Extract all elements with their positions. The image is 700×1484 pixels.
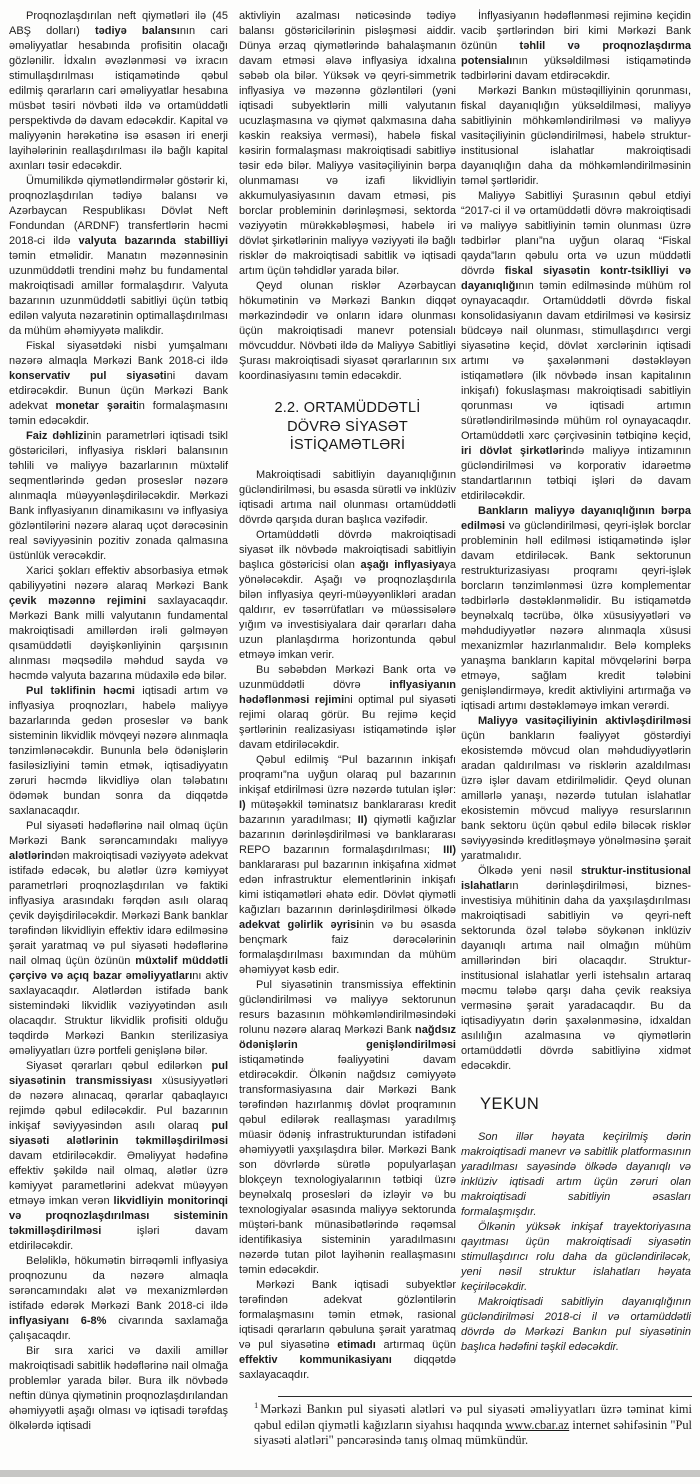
text-run: Xarici şokları effektiv absorbasiya etmək qabiliyyətini nəzərə alaraq Mərkəzi Bank [9,565,228,592]
text-run: aktivliyin azalması nəticəsində tədiyə balansı göstəricilərinin pisləşməsi aiddir. Dünya ərzaq qiymətlərində bahalaşmanın davam etməsi əlavə inflyasiya idxalına səbəb ola bilər. Yüksək və qeyri-simmetrik inflyasiya və məzənnə gözləntiləri (yəni iqtisadi subyektlərin milli valyutanın ucuzlaşmasına və qiymət qalxmasına daha kəskin reaksiya verməsi), habelə fiskal kəsirin formalaşması makroiqtisadi sabitliyə təsir edə bilər. Maliyyə vasitəçiliyinin bərpa olunmaması və izafi likvidliyin akkumulyasiyasının davam etməsi, pis borclar probleminin dərinləşməsi, sektorda vəziyyətin mürəkkəbləşməsi, habelə iri dövlət şirkətlərinin maliyyə vəziyyəti ilə bağlı risklər də makroiqtisadi sabitlik və iqtisadi artım üçün təhdidlər yarada bilər. [239,10,456,277]
text-run: qiymətli kağızlar bazarının dərinləşdirilməsi və banklararası REPO bazarının formalaşdırılması; [239,813,456,856]
paragraph [461,714,691,864]
paragraph [239,9,456,279]
text-run: nın cari əməliyyatlar hesabında profisitin olacağı gözlənilir. İdxalın əvəzlənməsi və ixracın stimullaşdırılması istiqamətində qəbul edilmiş qərarların cari əməliyyatlar hesabına müsbət təsiri növbəti ildə və ortamüddətli perspektivdə də davam edəcəkdir. Kapital və maliyyənin hərəkətinə isə əsasən iri enerji layihələrinin reallaşdırılması ilə bağlı kapital axınları təsir edəcəkdir. [9,25,228,172]
text-run: Ümumilikdə qiymətləndirmələr göstərir ki, proqnozlaşdırılan tədiyə balansı və Azərbaycan Respublikası Dövlət Neft Fondundan (ARDNF) transfertlərin həcmi 2018-ci ildə [9,175,228,247]
paragraph [461,864,691,1074]
paragraph [9,9,228,174]
text-run: Ölkənin yüksək inkişaf trayektoriyasına qayıtması üçün makroiqtisadi siyasətin stimullaşdırıcı rolu daha da gücləndiriləcək, yeni nəsil struktur islahatları həyata keçiriləcəkdir. [461,1221,691,1293]
text-run: çevik məzənnə rejimini [9,595,147,607]
text-run: Fiskal siyasətdəki nisbi yumşalmanı nəzərə almaqla Mərkəzi Bank 2018-ci ildə [9,340,228,367]
text-run: nin parametrləri iqtisadi tsikl göstəriciləri, inflyasiya riskləri balansının təhlili və maliyyə bazarlarının müxtəlif seqmentlərində gedən proseslər nəzərə alınmaqla müəyyənləşdiriləcəkdir. Mərkəzi Bank inflyasiyanın dinamikasını və inflyasiya gözləntilərini nəzərə alaraq uçot dərəcəsinin real səviyyəsinin pozitiv zonada qalmasına üstünlük verəcəkdir. [9,430,228,562]
footnote-separator [278,1396,692,1397]
text-run: internet səhifəsinin "Pul siyasəti alətləri" pəncərəsində tanış olmaq mümkündür. [254,1417,692,1448]
text-run: aşağı inflyasiya [360,558,445,571]
section-heading: 2.2. ORTAMÜDDƏTLİ DÖVRƏ SİYASƏT İSTİQAMƏTLƏRİ [274,400,421,453]
text-run: xüsusiyyətləri də nəzərə alınacaq, qərarlar qabaqlayıcı rejimdə qəbul ediləcəkdir. Pul bazarının inkişaf səviyyəsindən asılı olaraq [9,1075,228,1132]
text-column-3 [461,9,691,1355]
paragraph [239,468,456,528]
text-run: təhlil və proqnozlaşdırma potensialı [461,40,691,67]
text-run: Pul siyasəti hədəflərinə nail olmaq üçün Mərkəzi Bank sərəncamındakı maliyyə [9,820,228,847]
paragraph [461,1295,691,1355]
text-run: istiqamətində fəaliyyətini davam etdirəcəkdir. Ölkənin nağdsız cəmiyyətə transformasiyasına dair Mərkəzi Bank tərəfindən hazırlanmış dövlət proqramının qəbul edilərək reallaşması yaradılmış müasir ödəniş infrastrukturundan istifadəni əhəmiyyətli yaxşılaşdıra bilər. Mərkəzi Bank son dövrlərdə sürətlə populyarlaşan blokçeyn texnologiyalarının tətbiqi üzrə beynəlxalq prosesləri də izləyir və bu texnologiyalar əsasında maliyyə sektorunda müştəri-bank münasibətlərində rəqəmsal identifikasiya sisteminin yaradılmasını nəzərdə tutan pilot layihənin reallaşmasını təmin edəcəkdir. [239,1053,456,1276]
text-run: mütəşəkkil təminatsız banklararası kredit bazarının yaradılması; [239,798,456,826]
paragraph [239,279,456,384]
text-run: Bu səbəbdən Mərkəzi Bank orta və uzunmüddətli dövrə [239,663,456,691]
paragraph [461,189,691,504]
text-run: ın dərinləşdirilməsi, biznes-investisiya mühitinin daha da yaxşılaşdırılması makroiqtisadi sabitliyin və qeyri-neft sektorunda özəl tələbə söykənən inklüziv dayanıqlı artıma nail olmağın mühüm amillərindən biri olacaqdır. Struktur-institusional islahatlar yerli istehsalın artaraq məcmu tələbə qarşı daha çevik reaksiya verməsinə şərait yaradacaqdır. Bu da iqtisadiyyatın dərin şaxələnməsinə, idxaldan asılılığın azalmasına və qiymətlərin ortamüddətli dövrdə sabitliyinə xidmət edəcəkdir. [461,880,691,1072]
text-run: nin və bu əsasda bençmark faiz dərəcələrinin formalaşdırılması baxımından da mühüm əhəmiyyət kəsb edir. [239,918,457,976]
text-run: nağdsız ödənişlərin genişləndirilməsi [239,1023,456,1051]
text-run: Ölkədə yeni nəsil [478,865,581,877]
paragraph [9,174,228,339]
text-run: effektiv kommunikasiyanı [239,1353,392,1366]
text-run: İnflyasiyanın hədəflənməsi rejiminə keçidin vacib şərtlərindən biri kimi Mərkəzi Bank özünün [461,10,691,52]
text-run: III) [443,843,456,856]
footnote-text [254,1399,692,1449]
text-run: və gücləndirilməsi, qeyri-işlək borclar probleminin həll edilməsi istiqamətində işlər davam etdiriləcək. Bank sektorunun restrukturizasiyası proqramı qeyri-işlək borcların tənzimlənməsi üzrə komplementar tədbirlərlə dəstəklənməlidir. Bu istiqamətdə beynəlxalq təcrübə, ölkə xüsusiyyətləri və məhdudiyyətlər nəzərə alınmaqla xüsusi mexanizmlər hazırlanmalıdır. Belə kompleks yanaşma bankların kapital mövqelərini bərpa etməyə, sağlam kredit tələbini genişləndirməyə, kredit aktivliyini artırmağa və iqtisadi artımı dəstəkləməyə imkan verərdi. [461,520,691,712]
paragraph [239,663,456,753]
text-run: inflyasiyanı 6-8% [9,1315,107,1327]
cbar-az-link[interactable]: www.cbar.az [505,1417,570,1432]
text-run: civarında saxlamağa çalışacaqdır. [9,1315,228,1342]
text-run: ni davam etdirəcəkdir. Bunun üçün Mərkəzi Bank adekvat [9,370,228,412]
paragraph [239,753,456,978]
paragraph [9,339,228,429]
text-run: konservativ pul siyasəti [9,370,167,382]
text-column-2 [239,9,456,1383]
text-run: Maliyyə Sabitliyi Şurasının qəbul etdiyi “2017-ci il və ortamüddətli dövrə makroiqtisadi və maliyyə sabitliyinin təmin olunması üzrə tədbirlər planı”na uyğun olaraq “Fiskal qayda”ların qəbulu orta və uzun müddətli dövrdə [461,190,691,277]
text-run: Makroiqtisadi sabitliyin dayanıqlığının gücləndirilməsi, bu əsasda sürətli və inklüziv iqtisadi artıma nail olunması ortamüddətli dövrdə qarşıda duran başlıca vəzifədir. [239,468,456,526]
text-run: Bankların maliyyə dayanıqlığının bərpa edilməsi [461,505,691,532]
text-run: Bir sıra xarici və daxili amillər makroiqtisadi sabitlik hədəflərinə nail olmağa problemlər yarada bilər. Bura ilk növbədə neftin dünya qiymətinin proqnozlaşdırılandan əhəmiyyətli aşağı olması və iqtisadi tərəfdaş ölkələrdə iqtisadi [9,1345,228,1432]
text-run: işləri davam etdiriləcəkdir. [9,1225,228,1252]
text-run: I) [239,798,246,811]
paragraph [239,978,456,1278]
text-run: Son illər həyata keçirilmiş dərin makroiqtisadi manevr və sabitlik platformasının yaradılması sayəsində ölkədə dayanıqlı və inklüziv iqtisadi artım üçün zəruri olan makroiqtisadi sabitliyin əsasları formalaşmışdır. [461,1131,691,1218]
text-run: II) [357,813,368,826]
text-run: Qəbul edilmiş “Pul bazarının inkişafı proqramı”na uyğun olaraq pul bazarının inkişaf etdirilməsi üzrə nəzərdə tutulan işlər: [239,753,456,796]
footnote-marker: 1 [254,1399,259,1410]
text-run: alətlərin [9,850,52,862]
text-run: Mərkəzi Bankın pul siyasəti alətləri və pul siyasəti əməliyyatları üzrə təminat kimi qəbul edilən qiymətli kağızların siyahısı haqqında [254,1402,692,1432]
paragraph [9,429,228,564]
text-run: nın təmin edilməsində mühüm rol oynayacaqdır. Ortamüddətli dövrdə fiskal konsolidasiyanın davam etdirilməsi və kəsirsiz büdcəyə nail olunması, stimullaşdırıcı vergi siyasətinə keçid, dövlət xərclərinin iqtisadi artımı və şaxələnməni dəstəkləyən istiqamətlərə (ilk növbədə insan kapitalının inkişafı) fokuslaşması makroiqtisadi sabitliyin qorunması və iqtisadi artımın sürətləndirilməsində mühüm rol oynayacaqdır. Ortamüddətli xərc çərçivəsinin tətbiqinə keçid, [461,280,691,442]
text-run: Pul siyasətinin transmissiya effektinin gücləndirilməsi və maliyyə sektorunun resurs bazasının möhkəmləndirilməsindəki rolunu nəzərə alaraq Mərkəzi Bank [239,978,456,1036]
text-column-1 [9,9,228,1434]
text-run: inflyasiyanın hədəflənməsi rejimi [239,678,456,706]
text-run: in formalaşmasını təmin edəcəkdir. [9,400,229,427]
text-run: banklararası pul bazarının inkişafına xidmət edən infrastruktur elementlərinin inkişafı kimi istiqamətləri əhatə edir. Dövlət qiymətli kağızları bazarının dərinləşdirilməsi ölkədə [239,858,456,916]
text-run: müxtəlif müddətli çərçivə və açıq bazar əməliyyatları [9,955,229,982]
text-run: Makroiqtisadi sabitliyin dayanıqlığının gücləndirilməsi 2018-ci il və ortamüddətli dövrdə də Mərkəzi Bankın pul siyasətinin başlıca hədəfini təşkil edəcəkdir. [461,1296,691,1353]
text-run: Faiz dəhlizi [26,430,87,442]
text-run: üçün bankların fəaliyyət göstərdiyi ekosistemdə mövcud olan məhdudiyyətlərin aradan qaldırılması və risklərin azaldılması üzrə işlər davam etdirilməlidir. Qeyd olunan amillərlə yanaşı, nəzərdə tutulan islahatlar ekosistemin mövcud maliyyə resurslarının bank sektoru üçün qəbul edilə biləcək risklər səviyyəsində kreditləşməyə yönəlməsinə şərait yaratmalıdır. [461,730,691,862]
paragraph [461,84,691,189]
text-run: adekvat gəlirlik əyrisi [239,918,360,931]
paragraph [461,9,691,84]
paragraph [9,1254,228,1344]
text-run: iri dövlət şirkətləri [461,445,566,457]
text-run: Beləliklə, hökumətin birrəqəmli inflyasiya proqnozunu da nəzərə almaqla sərəncamındakı alət və mexanizmlərdən istifadə edərək Mərkəzi Bank 2018-ci ildə [9,1255,228,1312]
text-run: Mərkəzi Bank iqtisadi subyektlər tərəfindən adekvat gözləntilərin formalaşmasını təmin etmək, rasional iqtisadi qərarların qəbuluna şərait yaratmaq və pul siyasətinə [239,1278,456,1351]
paragraph [9,564,228,684]
text-run: Pul təklifinin həcmi [26,685,135,697]
text-run: dən makroiqtisadi vəziyyətə adekvat istifadə edəcək, bu alətlər üzrə kəmiyyət parametrləri proqnozlaşdırılan və faktiki inflyasiya arasındakı fərqdən asılı olaraq çevik dəyişdiriləcəkdir. Mərkəzi Bank banklar tərəfindən likvidliyin effektiv idarə edilməsinə şərait yaratmaq və pul siyasəti hədəflərinə nail olmaq üçün özünün [9,850,228,967]
paragraph [461,504,691,714]
text-run: struktur-institusional islahatlar [461,865,691,892]
text-run: iqtisadi artım və inflyasiya proqnozları, habelə maliyyə bazarlarında gedən proseslər və bank sisteminin likvidlik mövqeyi nəzərə alınmaqla tənzimlənəcəkdir. Bununla belə ödənişlərin fasiləsizliyini təmin etmək, iqtisadiyyatın zəruri həcmdə likvidliyə olan tələbatını ödəmək bundan sonra da diqqətdə saxlanacaqdır. [9,685,228,817]
text-run: təmin etməlidir. Manatın məzənnəsinin uzunmüddətli trendini məhz bu fundamental makroiqtisadi amillər formalaşdırır. Valyuta bazarının uzunmüddətli sabitliyi üçün tətbiq edilən valyuta nəzarətinin optimallaşdırılması da mühüm əhəmiyyətə malikdir. [9,250,228,337]
paragraph [9,1344,228,1434]
text-run: Qeyd olunan risklər Azərbaycan hökumətinin və Mərkəzi Bankın diqqət mərkəzindədir və onların idarə olunması üçün makroiqtisadi manevr potensialı mövcuddur. Növbəti ildə də Maliyyə Sabitliyi Şurası makroiqtisadi siyasət qərarlarının sıx koordinasiyasını təmin edəcəkdir. [239,280,456,382]
text-run: Maliyyə vasitəçiliyinin aktivləşdirilməsi [478,715,691,727]
text-run: Ortamüddətli dövrdə makroiqtisadi siyasət ilk növbədə makroiqtisadi sabitliyin başlıca göstəricisi olan [239,528,456,571]
text-run: valyuta bazarında stabilliyi [78,235,228,247]
paragraph [239,528,456,663]
text-run: tədiyə balansı [94,25,180,37]
text-run: etimadı [337,1338,376,1351]
paragraph [461,1130,691,1220]
text-run: saxlayacaqdır. Mərkəzi Bank milli valyutanın fundamental makroiqtisadi amillərdən irəli gəlməyən qısamüddətli dəyişkənliyinin qarşısının alınması məqsədilə məhdud sayda və həcmdə valyuta bazarına müdaxilə edə bilər. [9,595,228,682]
text-run: davam etdiriləcəkdir. Əməliyyat hədəfinə effektiv şəkildə nail olmaq, alətlər üzrə kəmiyyət parametlərini adekvat müəyyən etməyə imkan verən [9,1150,228,1207]
text-run: fiskal siyasətin kontr-tsiklliyi və dayanıqlığı [461,265,691,292]
conclusion-heading: YEKUN [480,1095,540,1113]
text-run: nı aktiv saxlayacaqdır. Alətlərdən istifadə bank sistemindəki likvidlik vəziyyətindən asılı olacaqdır. Struktur likvidlik profisiti olduğu təqdirdə Mərkəzi Bankın sterilizasiya əməliyyatları üzrə portfeli genişlənə bilər. [9,970,228,1057]
text-run: ya yönələcəkdir. Aşağı və proqnozlaşdırıla bilən inflyasiya qeyri-müəyyənlikləri aradan qaldırır, ev təsərrüfatları və müəssisələrə yığım və investisiyalara dair qərarları daha uzun planlaşdırma horizontunda qəbul etməyə imkan verir. [239,558,456,661]
page-bottom-border [0,1470,700,1477]
text-run: artırmaq üçün [375,1338,457,1351]
text-run: Proqnozlaşdırılan neft qiymətləri ilə (45 ABŞ dolları) [9,10,228,37]
text-run: Mərkəzi Bankın müstəqilliyinin qorunması, fiskal dayanıqlığın yüksəldilməsi, maliyyə sabitliyinin möhkəmləndirilməsi və maliyyə vasitəçiliyinin gücləndirilməsi, habelə struktur-institusional islahatlar makroiqtisadi dayanıqlığın daha da möhkəmləndirilməsinin təməl şərtləridir. [461,85,691,187]
text-run: pul siyasəti alətlərinin təkmilləşdirilməsi [9,1120,228,1147]
paragraph [461,1220,691,1295]
text-run: likvidliyin monitorinqi və proqnozlaşdırılması sisteminin təkmilləşdirilməsi [9,1195,228,1237]
text-run: nın yüksəldilməsi istiqamətində tədbirlərini davam etdirəcəkdir. [461,55,691,82]
text-run: monetar şərait [55,400,137,412]
paragraph [9,684,228,819]
text-run: diqqətdə saxlayacaqdır. [239,1353,456,1381]
text-run: ndə maliyyə intizamının gücləndirilməsi və korporativ idarəetmə standartlarının tətbiqi işləri də davam etdiriləcəkdir. [461,445,691,502]
text-run: ni optimal pul siyasəti rejimi olaraq görür. Bu rejimə keçid şərtlərinin realizasiyası istiqamətində işlər davam etdiriləcəkdir. [239,693,456,751]
text-run: pul siyasətinin transmissiyası [9,1060,228,1087]
paragraph [239,1278,456,1383]
paragraph [9,1059,228,1254]
text-run: Siyasət qərarları qəbul edilərkən [26,1060,212,1072]
paragraph [9,819,228,1059]
